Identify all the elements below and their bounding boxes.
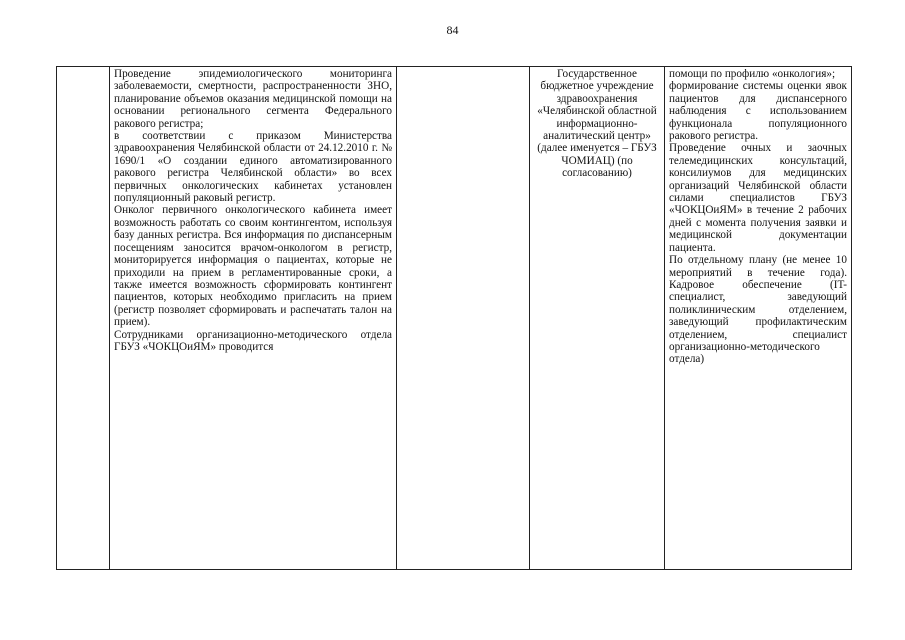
cell-number [57, 67, 110, 570]
table-row [57, 67, 852, 570]
executor-text: Государственное бюджетное учреждение здравоохранения «Челябинской областной информационно-аналитический центр» (далее именуется – ГБУЗ ЧОМИАЦ) (по согласованию) [537, 68, 657, 180]
cell-deadline [397, 67, 530, 570]
result-paragraph: По отдельному плану (не менее 10 мероприятий в течение года). Кадровое обеспечение (IT-специалист, заведующий поликлиническим отделением, заведующий профилактическим отделением, специалист организационно-методического отдела) [669, 254, 847, 366]
result-paragraph: формирование системы оценки явок пациентов для диспансерного наблюдения с использованием функционала популяционного ракового регистра. [669, 80, 847, 143]
measures-table [56, 66, 852, 570]
cell-measures [110, 67, 397, 570]
result-paragraph: помощи по профилю «онкология»; [669, 68, 836, 80]
measures-paragraph: Проведение эпидемиологического мониторинга заболеваемости, смертности, распространенности ЗНО, планирование объемов оказания медицинской помощи на основании регионального сегмента Федерального ракового регистра; [114, 68, 392, 130]
result-paragraph: Проведение очных и заочных телемедицинских консультаций, консилиумов для медицинских организаций Челябинской области силами специалистов ГБУЗ «ЧОКЦОиЯМ» в течение 2 рабочих дней с момента получения заявки и медицинской документации пациента. [669, 142, 847, 254]
page-number: 84 [446, 23, 459, 37]
measures-paragraph: Онколог первичного онкологического кабинета имеет возможность работать со своим контингентом, используя базу данных регистра. Вся информация по диспансерным посещениям заносится врачом-онкологом в регистр, мониторируется информация о пациентах, которые не приходили на прием в регламентированные сроки, а также имеется возможность сформировать контингент пациентов, которых необходимо пригласить на прием (регистр позволяет сформировать и распечатать талон на прием). [114, 204, 392, 329]
measures-paragraph: Сотрудниками организационно-методического отдела ГБУЗ «ЧОКЦОиЯМ» проводится [114, 328, 392, 353]
measures-paragraph: в соответствии с приказом Министерства здравоохранения Челябинской области от 24.12.2010 г. № 1690/1 «О создании единого автоматизированного ракового регистра Челябинской области» во всех первичных онкологических кабинетах установлен популяционный раковый регистр. [114, 130, 392, 205]
cell-result [665, 67, 852, 570]
cell-executor [530, 67, 665, 570]
